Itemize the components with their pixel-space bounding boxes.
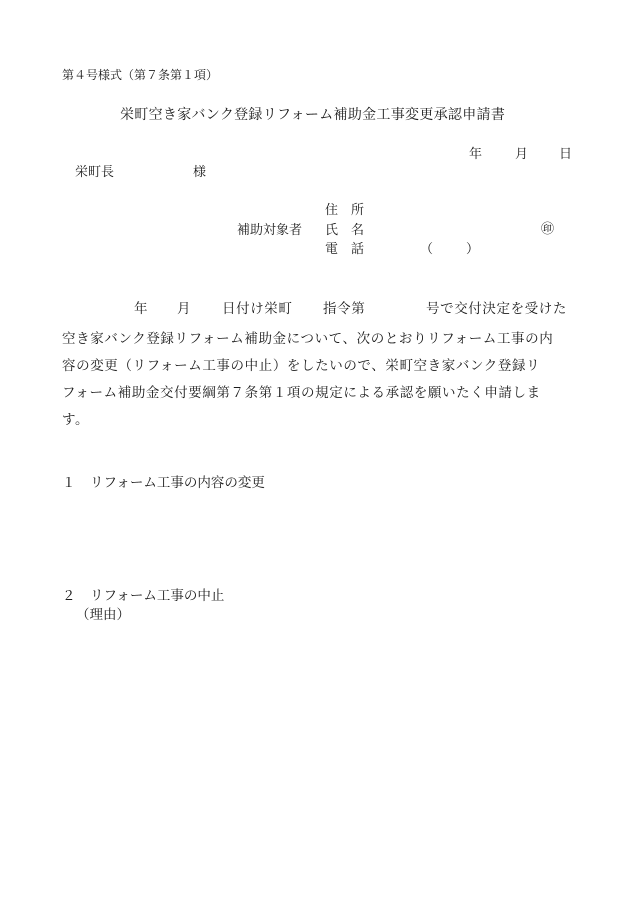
phone-open-paren: （ bbox=[420, 242, 434, 257]
addressee-name: 栄町長 bbox=[75, 165, 115, 180]
section-1-number: １ bbox=[62, 475, 76, 491]
section-2-number: ２ bbox=[62, 588, 76, 604]
body-line1-tail: 号で交付決定を受けた bbox=[426, 301, 567, 317]
seal-mark: ㊞ bbox=[541, 222, 555, 237]
name-label: 氏 名 bbox=[325, 223, 365, 238]
body-directive: 指令第 bbox=[323, 301, 366, 317]
document-title: 栄町空き家バンク登録リフォーム補助金工事変更承認申請書 bbox=[120, 107, 506, 123]
section-2-subtitle: （理由） bbox=[76, 607, 130, 623]
form-number: 第４号様式（第７条第１項） bbox=[62, 68, 219, 82]
phone-label: 電 話 bbox=[325, 242, 365, 257]
date-day: 日 bbox=[559, 147, 573, 162]
body-line-4: フォーム補助金交付要綱第７条第１項の規定による承認を願いたく申請しま bbox=[62, 385, 541, 401]
addressee-honorific: 様 bbox=[193, 165, 207, 180]
body-day-text: 日付け栄町 bbox=[222, 301, 293, 317]
body-year: 年 bbox=[134, 301, 149, 317]
phone-close-paren: ） bbox=[466, 242, 480, 257]
section-1-title: リフォーム工事の内容の変更 bbox=[90, 475, 265, 491]
body-line-3: 容の変更（リフォーム工事の中止）をしたいので、栄町空き家バンク登録リ bbox=[62, 358, 541, 374]
date-year: 年 bbox=[469, 147, 483, 162]
section-2-title: リフォーム工事の中止 bbox=[90, 588, 225, 604]
address-label: 住 所 bbox=[325, 203, 365, 218]
body-line-2: 空き家バンク登録リフォーム補助金について、次のとおりリフォーム工事の内 bbox=[62, 331, 554, 347]
applicant-role-label: 補助対象者 bbox=[237, 223, 303, 238]
body-month: 月 bbox=[177, 301, 192, 317]
date-month: 月 bbox=[515, 147, 529, 162]
body-line-5: す。 bbox=[62, 412, 90, 428]
